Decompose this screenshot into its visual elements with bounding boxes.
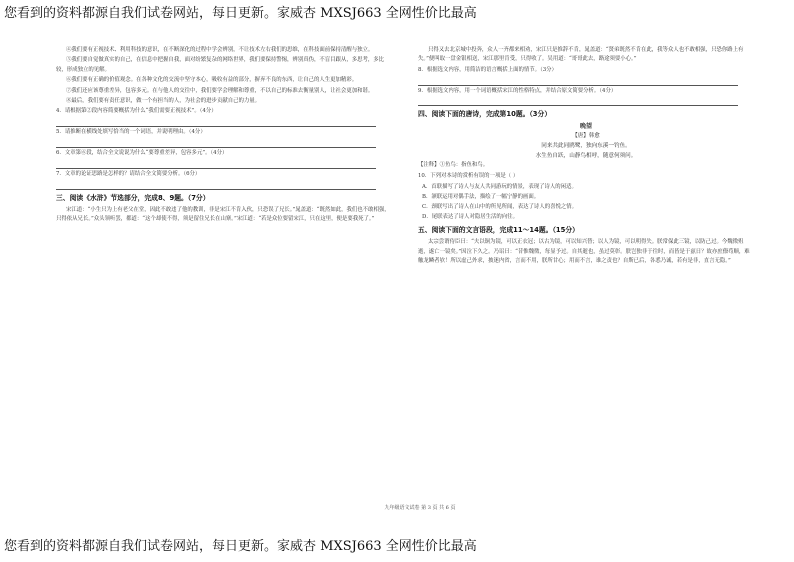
classical-passage: 太宗尝谓侍臣曰：“夫以铜为镜，可以正衣冠；以古为镜，可以知兴替；以人为镜，可以明得失。朕常保此三镜，以防己过。今魏徵殂逝，遂亡一镜矣。”因泣下久之。乃诏曰：“昔惟魏徵，每显予过。自其逝也，虽过莫彰。朕岂独非于往时，而皆是于兹日？故亦庶僚苟顺，难触龙鳞者欤！所以虚己外求，披迷内省，言而不用，朕所甘心；用而不言，谁之责也？自斯已后，各悉乃诚，若有是非，直言无隐。” xyxy=(418,239,750,265)
answer-line[interactable] xyxy=(56,180,392,189)
question-4: 4．请根据第②段内容简要概括为什么“我们需要正视技术”。（4分） xyxy=(56,108,217,115)
option-b[interactable]: B．颔联运用对偶手法，描绘了一幅宁静的画面。 xyxy=(422,194,540,201)
section-3-passage: 宋江道：“小生只为上有老父在堂，因此不敢违了他的教训，非是宋江不肯入伙，只恐误了兄长。”晁盖道：“既然如此，我们也不敢相强，只得依从兄长。”众头领听罢，都道：“这个却使不得，须是留住兄长在山寨。”宋江道：“若是众位要留宋江，只在这里，便是要我死了。” xyxy=(56,206,390,223)
question-8: 8．根据选文内容，用简洁的语言概括上面的情节。（3分） xyxy=(418,66,557,73)
answer-line[interactable] xyxy=(56,159,392,168)
poem-title: 晚望 xyxy=(579,123,592,131)
answer-line[interactable] xyxy=(418,97,754,106)
paragraph: ⑤我们要自觉做真实的自己，在信息中把握自我，面对纷繁复杂的网络世界，我们要保持警惕，辨别真伪，不盲目跟从，多思考，多比较，形成独立的见解。 xyxy=(56,57,385,73)
exam-sheet xyxy=(40,46,760,526)
left-column xyxy=(56,46,392,516)
question-9: 9．根据选文内容，用一个词语概括宋江的性格特点，并结合原文简要分析。（4分） xyxy=(418,87,617,94)
option-a[interactable]: A．首联描写了诗人与友人共同游玩的情景，表现了诗人的闲适。 xyxy=(422,184,577,191)
paragraph: ④我们要有正视技术、利用科技的意识，在不断深化的过程中学会辨别，不让技术左右我们的思维，在科技面前保持清醒与独立。 xyxy=(66,47,374,53)
poem-author: 【唐】韩愈 xyxy=(572,133,600,140)
poem-line: 水生鱼自跃，山静鸟相呼，随意何须问。 xyxy=(535,153,637,160)
section-4-title: 四、阅读下面的唐诗，完成第10题。（3分） xyxy=(418,110,552,119)
answer-line[interactable] xyxy=(56,118,392,127)
question-7: 7．文章的论证思路是怎样的？请结合全文简要分析。（6分） xyxy=(56,170,201,177)
option-d[interactable]: D．尾联表达了诗人对隐居生活的向往。 xyxy=(422,214,518,221)
poem-note: 【注释】①鱼鸟：指鱼和鸟。 xyxy=(418,162,489,169)
section-5-title: 五、阅读下面的文言语段，完成11～14题。（15分） xyxy=(418,226,579,235)
paragraph: ⑧最后，我们要有责任意识，做一个有担当的人，为社会的进步贡献自己的力量。 xyxy=(66,98,261,105)
question-10: 10．下列对本诗的赏析有误的一项是（ ） xyxy=(418,172,519,179)
right-column xyxy=(418,46,754,516)
option-c[interactable]: C．颈联写出了诗人在山中的所见所闻，表达了诗人的喜悦之情。 xyxy=(422,204,578,211)
question-6: 6．文章第⑥段，结合全文说说为什么“要尊重差异，包容多元”。（4分） xyxy=(56,150,228,157)
paragraph: ⑥我们要有正确的价值观念。在各种文化的交流中坚守本心，吸收有益的部分，摒弃不良的东西，让自己的人生更加精彩。 xyxy=(66,77,358,84)
bottom-banner: 您看到的资料都源自我们试卷网站，每日更新。家威杏 MXSJ663 全网性价比最高 xyxy=(4,539,477,554)
paragraph: ⑦我们还应该尊重差异，包容多元。在与他人的交往中，我们要学会理解和尊重，不以自己的标准去衡量别人，让社会更加和谐。 xyxy=(66,87,374,94)
top-banner: 您看到的资料都源自我们试卷网站，每日更新。家威杏 MXSJ663 全网性价比最高 xyxy=(4,6,477,21)
poem-line: 同来共此同鸥鹭，独向东溪一钓鱼。 xyxy=(541,143,631,150)
passage-continued: 只得又去北京城中投奔，众人一齐都来相劝，宋江只是推辞不肯，晁盖道：“贤弟既然不肯在此，我等众人也不敢相强，只恐你路上有失。”便叫取一盘金银相送，宋江那里肯受，只得收了。吴用道：“哥哥此去，路途须要小心。” xyxy=(418,47,744,63)
page-footer: 九年级语文试卷 第 3 页 共 6 页 xyxy=(384,505,456,511)
answer-line[interactable] xyxy=(418,76,754,85)
section-3-title: 三、阅读《水浒》节选部分，完成8、9题。（7分） xyxy=(56,193,210,202)
answer-line[interactable] xyxy=(56,139,392,148)
question-5: 5．请推断在横线处填写恰当的一个词语，并说明理由。（4分） xyxy=(56,129,206,136)
